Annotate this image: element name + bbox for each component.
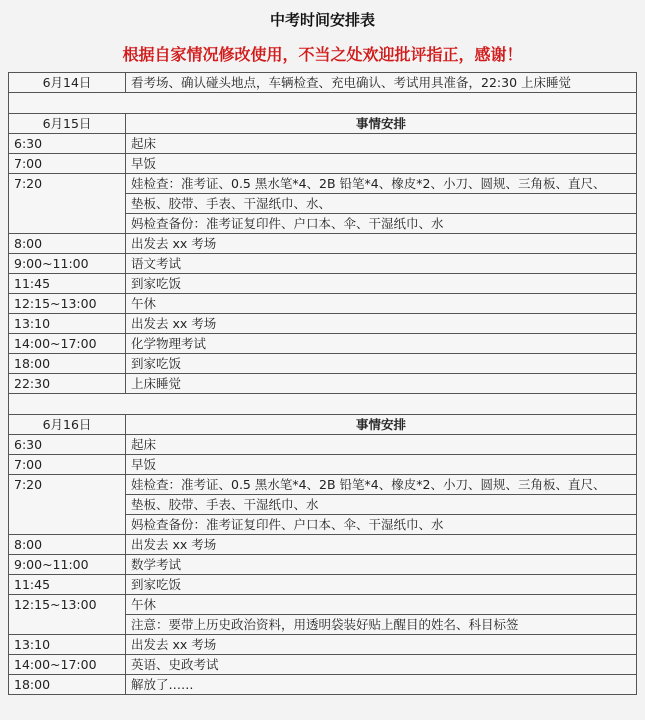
- page-subtitle: 根据自家情况修改使用，不当之处欢迎批评指正，感谢！: [122, 45, 523, 64]
- schedule-table: [8, 72, 637, 695]
- time-cell: 6:30: [9, 435, 126, 455]
- schedule-row: [9, 334, 637, 354]
- event-cell: 起床: [126, 134, 637, 154]
- event-cell: 早饭: [126, 154, 637, 174]
- event-cell: 出发去 xx 考场: [126, 535, 637, 555]
- event-cell: 解放了……: [126, 675, 637, 695]
- event-cell: 出发去 xx 考场: [126, 635, 637, 655]
- event-cell: 到家吃饭: [126, 274, 637, 294]
- blank-row: [9, 394, 637, 415]
- time-cell: 11:45: [9, 575, 126, 595]
- event-cell: 注意：要带上历史政治资料，用透明袋装好贴上醒目的姓名、科目标签: [126, 615, 637, 635]
- time-cell: 8:00: [9, 234, 126, 254]
- schedule-row: [9, 234, 637, 254]
- schedule-row: [9, 134, 637, 154]
- time-cell: 12:15~13:00: [9, 595, 126, 635]
- schedule-row: [9, 294, 637, 314]
- event-cell: 出发去 xx 考场: [126, 314, 637, 334]
- time-cell: 11:45: [9, 274, 126, 294]
- header-cell: 事情安排: [126, 114, 637, 134]
- time-cell: 12:15~13:00: [9, 294, 126, 314]
- event-cell: 午休: [126, 294, 637, 314]
- event-cell: 数学考试: [126, 555, 637, 575]
- event-cell: 出发去 xx 考场: [126, 234, 637, 254]
- time-cell: 7:00: [9, 154, 126, 174]
- blank-row: [9, 93, 637, 114]
- schedule-row: [9, 595, 637, 615]
- schedule-row: [9, 655, 637, 675]
- time-cell: 9:00~11:00: [9, 254, 126, 274]
- time-cell: 18:00: [9, 354, 126, 374]
- event-cell: 午休: [126, 595, 637, 615]
- time-cell: 14:00~17:00: [9, 334, 126, 354]
- event-cell: 妈检查备份：准考证复印件、户口本、伞、干湿纸巾、水: [126, 515, 637, 535]
- schedule-row: [9, 174, 637, 194]
- time-cell: 7:00: [9, 455, 126, 475]
- time-cell: 7:20: [9, 174, 126, 234]
- event-cell: 英语、史政考试: [126, 655, 637, 675]
- page-title: 中考时间安排表: [269, 11, 375, 29]
- event-cell: 看考场、确认碰头地点，车辆检查、充电确认、考试用具准备，22:30 上床睡觉: [126, 73, 637, 93]
- day14-row: [9, 73, 637, 93]
- event-cell: 化学物理考试: [126, 334, 637, 354]
- schedule-row: [9, 274, 637, 294]
- schedule-row: [9, 314, 637, 334]
- header-cell: 事情安排: [126, 415, 637, 435]
- schedule-row: [9, 374, 637, 394]
- date-cell: 6月14日: [9, 73, 126, 93]
- event-cell: 垫板、胶带、手表、干湿纸巾、水: [126, 495, 637, 515]
- time-cell: 14:00~17:00: [9, 655, 126, 675]
- time-cell: 22:30: [9, 374, 126, 394]
- date-cell: 6月16日: [9, 415, 126, 435]
- day15-header-row: [9, 114, 637, 134]
- schedule-row: [9, 435, 637, 455]
- schedule-row: [9, 555, 637, 575]
- time-cell: 6:30: [9, 134, 126, 154]
- schedule-row: [9, 575, 637, 595]
- event-cell: 语文考试: [126, 254, 637, 274]
- event-cell: 娃检查：准考证、0.5 黑水笔*4、2B 铅笔*4、橡皮*2、小刀、圆规、三角板、直尺、: [126, 475, 637, 495]
- schedule-row: [9, 475, 637, 495]
- schedule-row: [9, 635, 637, 655]
- date-cell: 6月15日: [9, 114, 126, 134]
- time-cell: 9:00~11:00: [9, 555, 126, 575]
- event-cell: 垫板、胶带、手表、干湿纸巾、水、: [126, 194, 637, 214]
- schedule-row: [9, 354, 637, 374]
- time-cell: 7:20: [9, 475, 126, 535]
- blank-cell: [9, 93, 637, 114]
- event-cell: 到家吃饭: [126, 354, 637, 374]
- schedule-row: [9, 254, 637, 274]
- blank-cell: [9, 394, 637, 415]
- schedule-row: [9, 154, 637, 174]
- event-cell: 早饭: [126, 455, 637, 475]
- time-cell: 8:00: [9, 535, 126, 555]
- event-cell: 起床: [126, 435, 637, 455]
- event-cell: 上床睡觉: [126, 374, 637, 394]
- schedule-row: [9, 455, 637, 475]
- time-cell: 13:10: [9, 314, 126, 334]
- schedule-row: [9, 675, 637, 695]
- schedule-row: [9, 535, 637, 555]
- day16-header-row: [9, 415, 637, 435]
- event-cell: 到家吃饭: [126, 575, 637, 595]
- time-cell: 18:00: [9, 675, 126, 695]
- event-cell: 娃检查：准考证、0.5 黑水笔*4、2B 铅笔*4、橡皮*2、小刀、圆规、三角板、直尺、: [126, 174, 637, 194]
- time-cell: 13:10: [9, 635, 126, 655]
- event-cell: 妈检查备份：准考证复印件、户口本、伞、干湿纸巾、水: [126, 214, 637, 234]
